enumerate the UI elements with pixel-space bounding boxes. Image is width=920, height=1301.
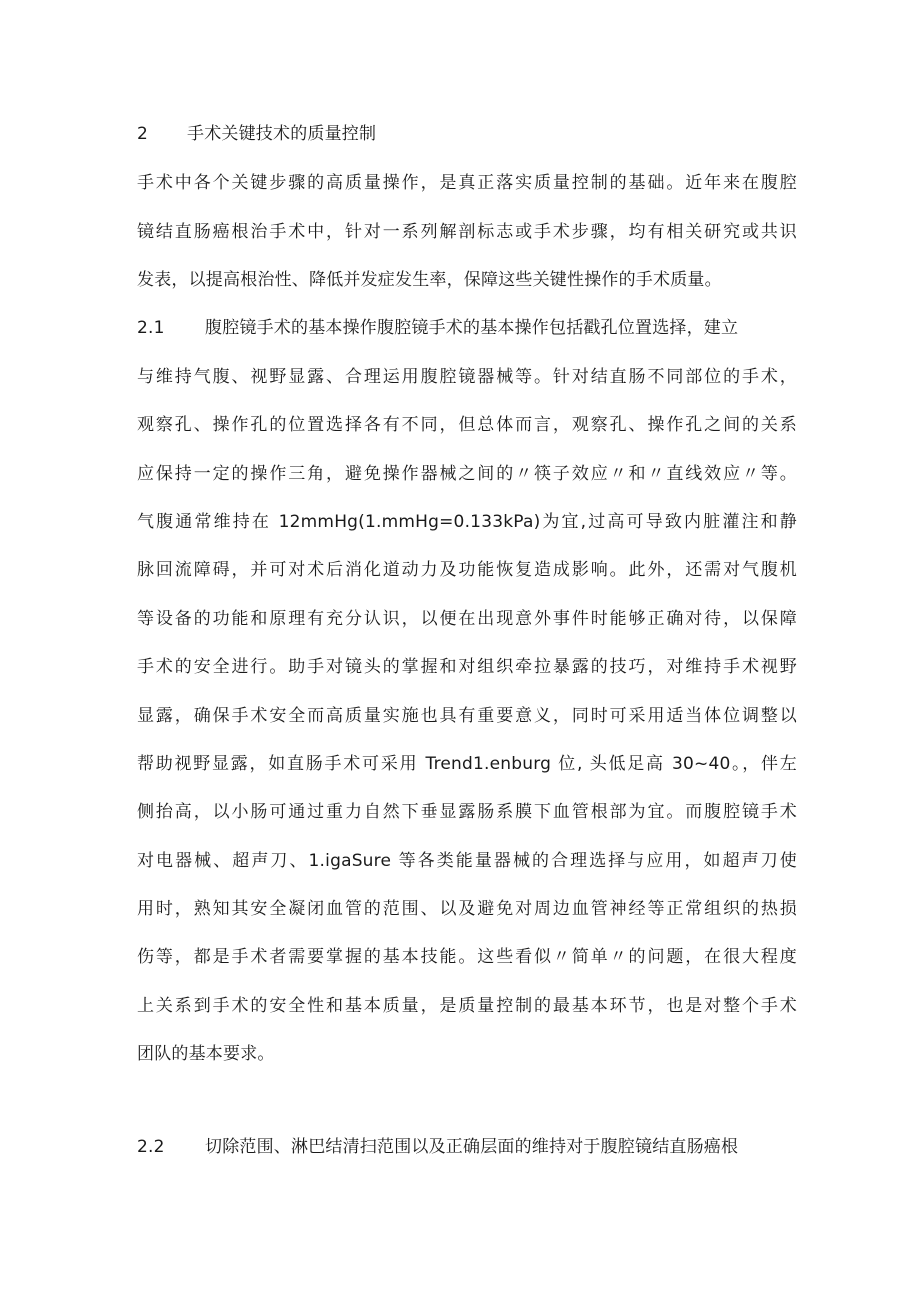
paragraph-line: 用时，熟知其安全凝闭血管的范围、以及避免对周边血管神经等正常组织的热损 <box>137 899 797 919</box>
paragraph-line: 气腹通常维持在 12mmHg(1.mmHg=0.133kPa)为宜,过高可导致内脏灌注和静 <box>137 512 797 532</box>
paragraph-line: 对电器械、超声刀、1.igaSure 等各类能量器械的合理选择与应用，如超声刀使 <box>137 851 797 871</box>
paragraph-line: 侧抬高，以小肠可通过重力自然下垂显露肠系膜下血管根部为宜。而腹腔镜手术 <box>137 802 797 822</box>
section-2-2-heading <box>137 1135 797 1159</box>
paragraph-line: 发表，以提高根治性、降低并发症发生率，保障这些关键性操作的手术质量。 <box>137 270 722 290</box>
section-2-1-heading <box>137 316 797 340</box>
paragraph-line: 团队的基本要求。 <box>137 1044 275 1064</box>
section-2-heading <box>137 122 797 146</box>
paragraph-line: 显露，确保手术安全而高质量实施也具有重要意义，同时可采用适当体位调整以 <box>137 706 797 726</box>
section-number: 2 <box>137 124 149 144</box>
paragraph-line: 等设备的功能和原理有充分认识，以便在出现意外事件时能够正确对待，以保障 <box>137 609 797 629</box>
paragraph-line: 应保持一定的操作三角，避免操作器械之间的〃筷子效应〃和〃直线效应〃等。 <box>137 464 797 484</box>
paragraph-line: 镜结直肠癌根治手术中，针对一系列解剖标志或手术步骤，均有相关研究或共识 <box>137 222 797 242</box>
section-number: 2.1 <box>137 318 165 338</box>
paragraph-line: 与维持气腹、视野显露、合理运用腹腔镜器械等。针对结直肠不同部位的手术， <box>137 367 797 387</box>
section-number: 2.2 <box>137 1137 165 1157</box>
paragraph-line: 伤等，都是手术者需要掌握的基本技能。这些看似〃简单〃的问题，在很大程度 <box>137 947 797 967</box>
section-first-line: 切除范围、淋巴结清扫范围以及正确层面的维持对于腹腔镜结直肠癌根 <box>205 1137 739 1157</box>
section-title: 手术关键技术的质量控制 <box>187 124 377 144</box>
paragraph-line: 手术中各个关键步骤的高质量操作，是真正落实质量控制的基础。近年来在腹腔 <box>137 173 797 193</box>
paragraph-line: 观察孔、操作孔的位置选择各有不同，但总体而言，观察孔、操作孔之间的关系 <box>137 415 797 435</box>
paragraph-line: 脉回流障碍，并可对术后消化道动力及功能恢复造成影响。此外，还需对气腹机 <box>137 560 797 580</box>
section-first-line: 腹腔镜手术的基本操作腹腔镜手术的基本操作包括戳孔位置选择，建立 <box>205 318 739 338</box>
paragraph-line: 手术的安全进行。助手对镜头的掌握和对组织牵拉暴露的技巧，对维持手术视野 <box>137 657 797 677</box>
paragraph-line: 上关系到手术的安全性和基本质量，是质量控制的最基本环节，也是对整个手术 <box>137 996 797 1016</box>
paragraph-line: 帮助视野显露，如直肠手术可采用 Trend1.enburg 位, 头低足高 30~40。，伴左 <box>137 754 797 774</box>
